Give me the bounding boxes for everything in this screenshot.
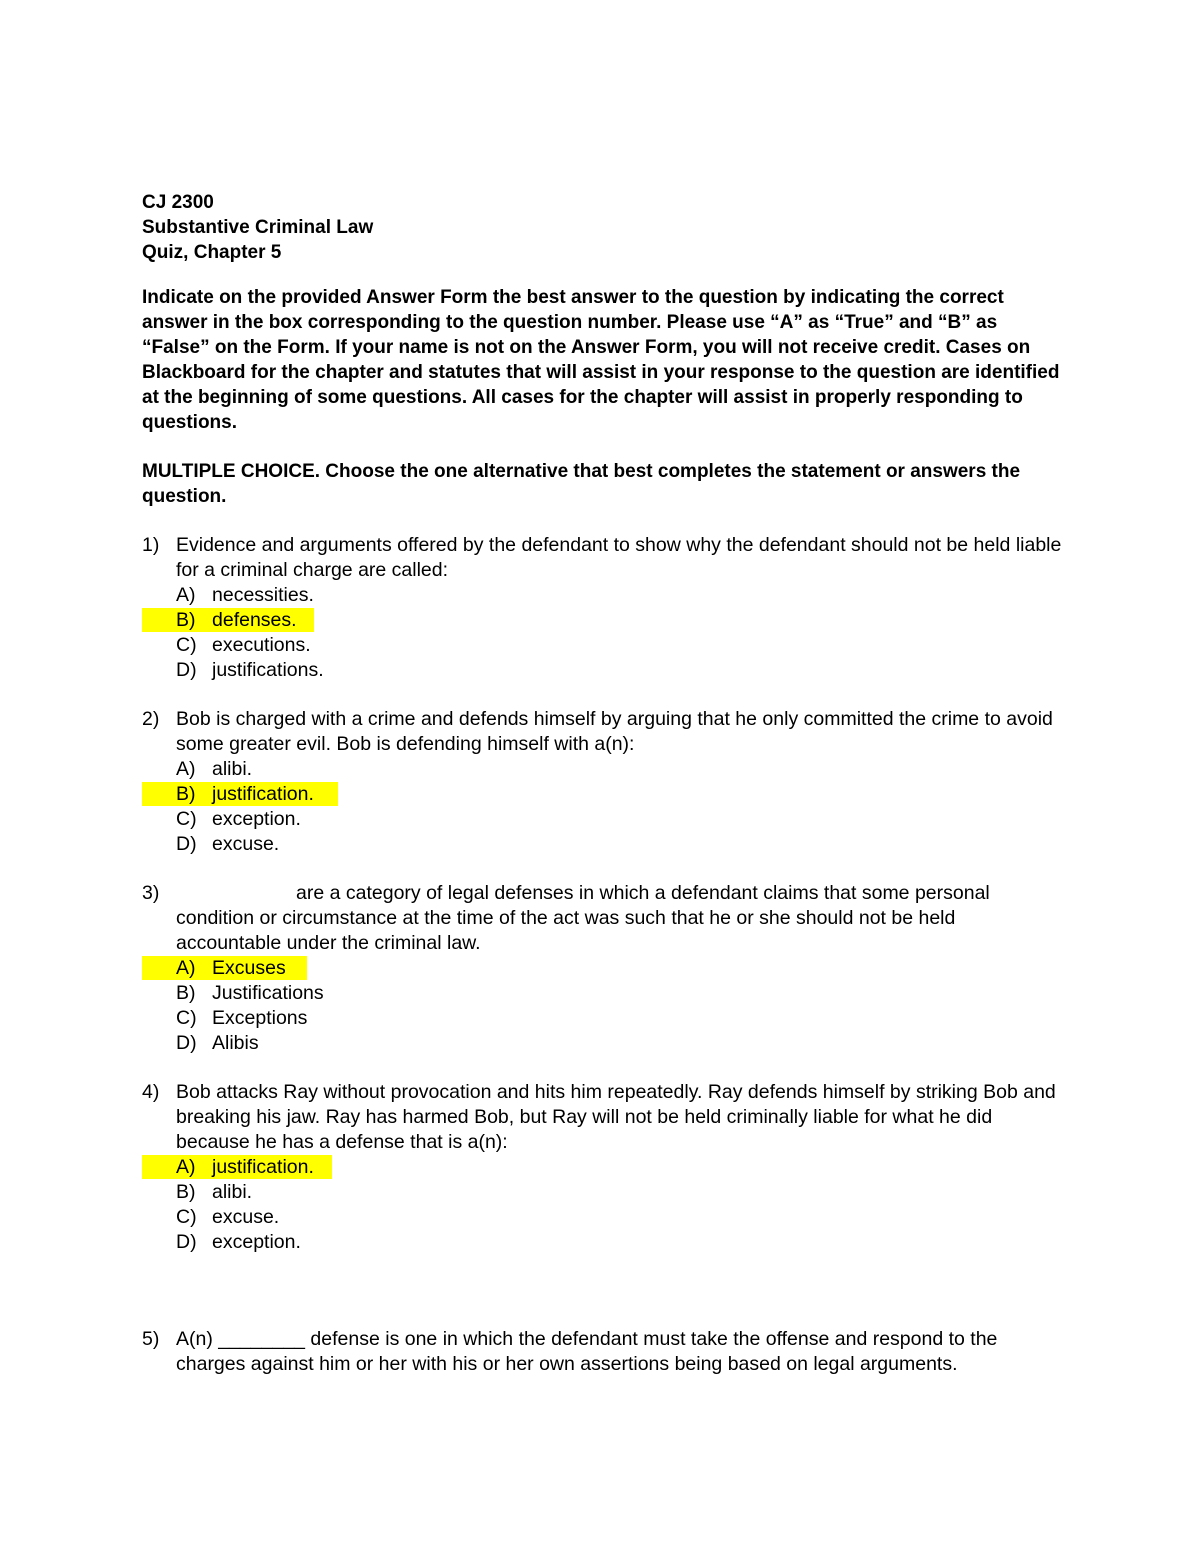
option-text: justifications.: [212, 659, 324, 681]
option-list: [176, 757, 1062, 857]
option-a: [176, 583, 1062, 608]
question-text: A(n) ________ defense is one in which the defendant must take the offense and respond to the charges against him or her with his or her own assertions being based on legal arguments.: [176, 1328, 998, 1375]
option-letter: C): [176, 634, 197, 656]
option-b: [176, 608, 1062, 633]
option-list: [176, 1155, 1062, 1255]
option-letter: D): [176, 1032, 197, 1054]
option-d: [176, 1230, 1062, 1255]
question-text: Bob is charged with a crime and defends himself by arguing that he only committed the crime to avoid some greater evil. Bob is defending himself with a(n):: [176, 708, 1053, 755]
option-letter: D): [176, 1231, 197, 1253]
option-letter: D): [176, 659, 197, 681]
question-text: Evidence and arguments offered by the defendant to show why the defendant should not be held liable for a criminal charge are called:: [176, 534, 1062, 581]
option-text: justification.: [212, 1156, 314, 1178]
option-text: exception.: [212, 1231, 301, 1253]
option-c: [176, 807, 1062, 832]
option-text: Exceptions: [212, 1007, 308, 1029]
option-text: excuse.: [212, 1206, 280, 1228]
option-c: [176, 633, 1062, 658]
option-text: necessities.: [212, 584, 314, 606]
course-title: Substantive Criminal Law: [142, 217, 374, 238]
option-letter: A): [176, 957, 196, 979]
option-letter: B): [176, 609, 196, 631]
option-c: [176, 1205, 1062, 1230]
option-d: [176, 832, 1062, 857]
option-a: [176, 956, 1062, 981]
question-number: 2): [142, 708, 160, 730]
option-a: [176, 757, 1062, 782]
option-text: alibi.: [212, 1181, 253, 1203]
question-1: [142, 533, 1062, 683]
option-letter: B): [176, 1181, 196, 1203]
question-number: 3): [142, 882, 160, 904]
option-letter: B): [176, 783, 196, 805]
option-d: [176, 658, 1062, 683]
question-text: [176, 881, 1062, 956]
question-text-body: are a category of legal defenses in which a defendant claims that some personal condition or circumstance at the time of the act was such that he or she should not be held accountable under the criminal law.: [176, 882, 990, 954]
multiple-choice-heading: MULTIPLE CHOICE. Choose the one alternative that best completes the statement or answers the question.: [142, 461, 1021, 507]
option-letter: A): [176, 1156, 196, 1178]
option-letter: C): [176, 808, 197, 830]
option-c: [176, 1006, 1062, 1031]
option-text: defenses.: [212, 609, 297, 631]
option-letter: C): [176, 1206, 197, 1228]
option-b: [176, 782, 1062, 807]
quiz-title: Quiz, Chapter 5: [142, 242, 282, 263]
option-a: [176, 1155, 1062, 1180]
option-b: [176, 981, 1062, 1006]
option-text: Alibis: [212, 1032, 259, 1054]
option-text: Excuses: [212, 957, 286, 979]
question-4: [142, 1080, 1062, 1255]
option-list: [176, 583, 1062, 683]
option-text: executions.: [212, 634, 311, 656]
option-letter: D): [176, 833, 197, 855]
option-letter: A): [176, 758, 196, 780]
question-number: 4): [142, 1081, 160, 1103]
instructions-paragraph: Indicate on the provided Answer Form the best answer to the question by indicating the correct answer in the box corresponding to the question number. Please use “A” as “True” and “B” as “False” on the Form. If your name is not on the Answer Form, you will not receive credit. Cases on Blackboard for the chapter and statutes that will assist in your response to the question are identified at the beginning of some questions. All cases for the chapter will assist in properly responding to questions.: [142, 287, 1060, 433]
option-letter: A): [176, 584, 196, 606]
option-text: Justifications: [212, 982, 324, 1004]
option-d: [176, 1031, 1062, 1056]
course-code: CJ 2300: [142, 192, 214, 213]
option-list: [176, 956, 1062, 1056]
question-5: [142, 1327, 1062, 1377]
option-b: [176, 1180, 1062, 1205]
option-text: justification.: [212, 783, 314, 805]
option-letter: B): [176, 982, 196, 1004]
option-text: exception.: [212, 808, 301, 830]
option-text: alibi.: [212, 758, 253, 780]
question-2: [142, 707, 1062, 857]
option-letter: C): [176, 1007, 197, 1029]
question-number: 1): [142, 534, 160, 556]
document-page: [142, 190, 1062, 1377]
option-text: excuse.: [212, 833, 280, 855]
question-number: 5): [142, 1328, 160, 1350]
question-3: [142, 881, 1062, 1056]
question-text: Bob attacks Ray without provocation and hits him repeatedly. Ray defends himself by striking Bob and breaking his jaw. Ray has harmed Bob, but Ray will not be held criminally liable for what he did because he has a defense that is a(n):: [176, 1081, 1056, 1153]
